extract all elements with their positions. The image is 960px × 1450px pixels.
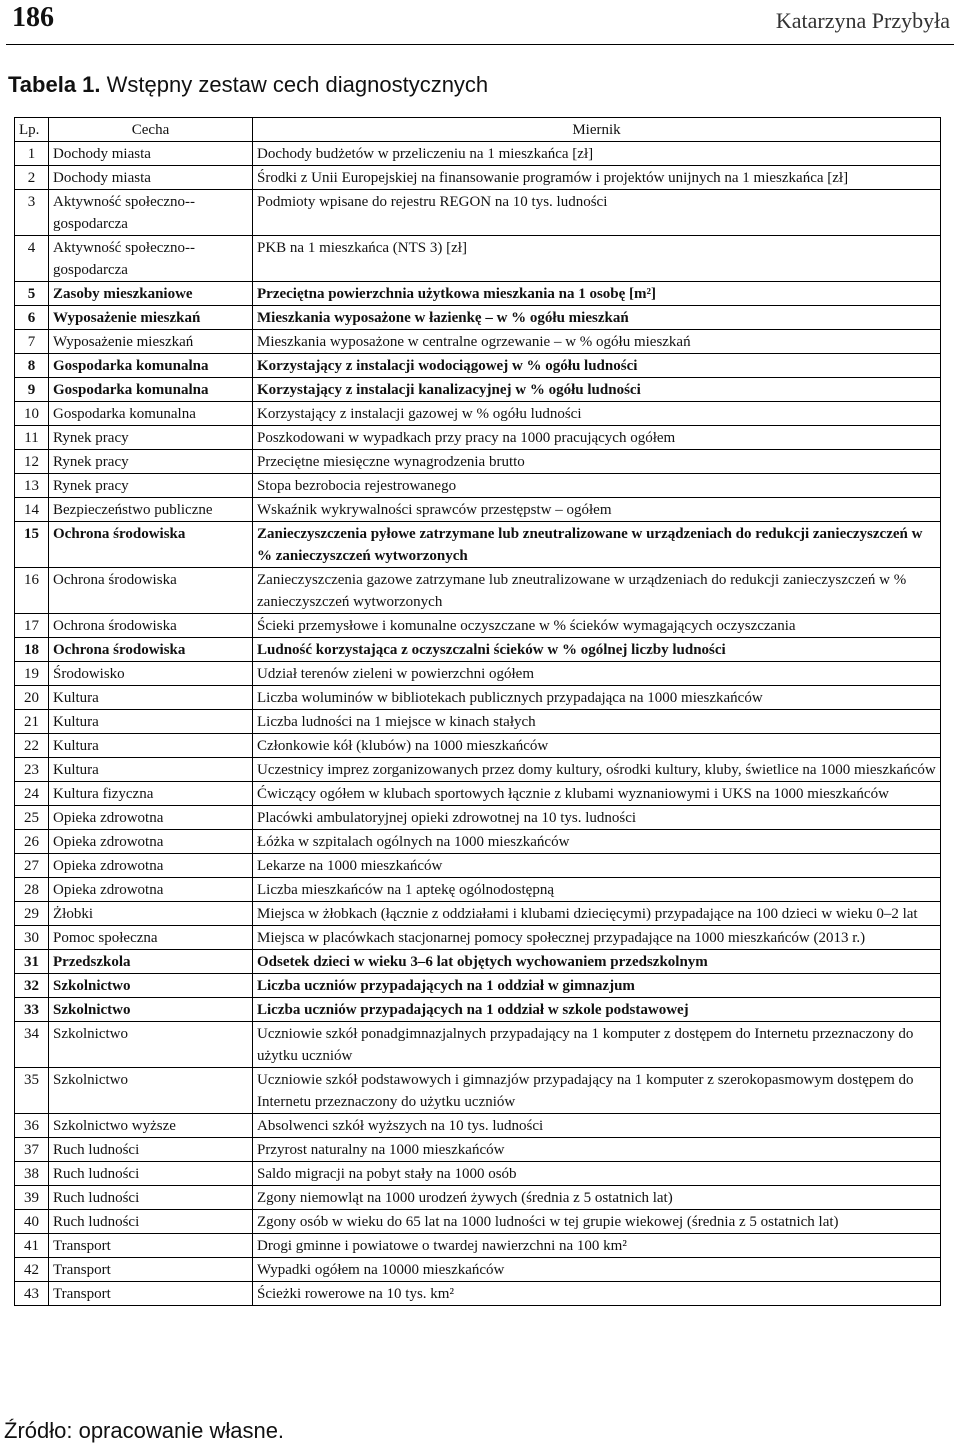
table-header-row — [15, 118, 941, 142]
table-row — [15, 614, 941, 638]
cell-lp: 14 — [15, 498, 49, 522]
cell-miernik: Zanieczyszczenia gazowe zatrzymane lub zneutralizowane w urządzeniach do redukcji zanieczyszczeń w % zanieczyszczeń wytworzonych — [253, 568, 941, 614]
cell-miernik: Ścieki przemysłowe i komunalne oczyszczane w % ścieków wymagających oczyszczania — [253, 614, 941, 638]
table-row — [15, 950, 941, 974]
cell-cecha: Gospodarka komunalna — [49, 378, 253, 402]
cell-lp: 25 — [15, 806, 49, 830]
table-row — [15, 806, 941, 830]
cell-miernik: Lekarze na 1000 mieszkańców — [253, 854, 941, 878]
cell-miernik: Ścieżki rowerowe na 10 tys. km² — [253, 1282, 941, 1306]
cell-cecha: Gospodarka komunalna — [49, 354, 253, 378]
cell-miernik: Wypadki ogółem na 10000 mieszkańców — [253, 1258, 941, 1282]
cell-lp: 29 — [15, 902, 49, 926]
table-row — [15, 758, 941, 782]
cell-lp: 1 — [15, 142, 49, 166]
cell-lp: 11 — [15, 426, 49, 450]
cell-cecha: Opieka zdrowotna — [49, 878, 253, 902]
cell-cecha: Zasoby mieszkaniowe — [49, 282, 253, 306]
cell-cecha: Kultura fizyczna — [49, 782, 253, 806]
table-row — [15, 1068, 941, 1114]
cell-lp: 9 — [15, 378, 49, 402]
cell-miernik: Udział terenów zieleni w powierzchni ogółem — [253, 662, 941, 686]
cell-cecha: Pomoc społeczna — [49, 926, 253, 950]
cell-miernik: Ćwiczący ogółem w klubach sportowych łącznie z klubami wyznaniowymi i UKS na 1000 mieszkańców — [253, 782, 941, 806]
cell-cecha: Szkolnictwo — [49, 1022, 253, 1068]
cell-miernik: Stopa bezrobocia rejestrowanego — [253, 474, 941, 498]
cell-lp: 26 — [15, 830, 49, 854]
cell-cecha: Ruch ludności — [49, 1210, 253, 1234]
cell-cecha: Dochody miasta — [49, 142, 253, 166]
cell-cecha: Transport — [49, 1258, 253, 1282]
cell-cecha: Ochrona środowiska — [49, 522, 253, 568]
table-row — [15, 662, 941, 686]
cell-lp: 19 — [15, 662, 49, 686]
table-row — [15, 974, 941, 998]
cell-cecha: Ruch ludności — [49, 1186, 253, 1210]
table-row — [15, 710, 941, 734]
cell-cecha: Szkolnictwo — [49, 1068, 253, 1114]
table-row — [15, 426, 941, 450]
cell-miernik: PKB na 1 mieszkańca (NTS 3) [zł] — [253, 236, 941, 282]
cell-cecha: Wyposażenie mieszkań — [49, 330, 253, 354]
column-header-miernik: Miernik — [253, 118, 941, 142]
cell-miernik: Zanieczyszczenia pyłowe zatrzymane lub zneutralizowane w urządzeniach do redukcji zanieczyszczeń w % zanieczyszczeń wytworzonych — [253, 522, 941, 568]
cell-lp: 5 — [15, 282, 49, 306]
cell-cecha: Transport — [49, 1282, 253, 1306]
cell-lp: 21 — [15, 710, 49, 734]
table-row — [15, 282, 941, 306]
cell-cecha: Kultura — [49, 758, 253, 782]
cell-miernik: Drogi gminne i powiatowe o twardej nawierzchni na 100 km² — [253, 1234, 941, 1258]
cell-lp: 38 — [15, 1162, 49, 1186]
cell-cecha: Kultura — [49, 710, 253, 734]
table-row — [15, 734, 941, 758]
cell-cecha: Kultura — [49, 734, 253, 758]
cell-miernik: Liczba ludności na 1 miejsce w kinach stałych — [253, 710, 941, 734]
cell-cecha: Szkolnictwo — [49, 974, 253, 998]
page-number: 186 — [12, 2, 54, 33]
table-row — [15, 878, 941, 902]
cell-miernik: Absolwenci szkół wyższych na 10 tys. ludności — [253, 1114, 941, 1138]
table-row — [15, 142, 941, 166]
table-row — [15, 1282, 941, 1306]
cell-miernik: Podmioty wpisane do rejestru REGON na 10 tys. ludności — [253, 190, 941, 236]
table-row — [15, 1162, 941, 1186]
cell-lp: 39 — [15, 1186, 49, 1210]
table-row — [15, 830, 941, 854]
cell-lp: 4 — [15, 236, 49, 282]
cell-lp: 3 — [15, 190, 49, 236]
cell-miernik: Uczniowie szkół ponadgimnazjalnych przypadający na 1 komputer z dostępem do Internetu przeznaczony do użytku uczniów — [253, 1022, 941, 1068]
cell-miernik: Przeciętne miesięczne wynagrodzenia brutto — [253, 450, 941, 474]
cell-miernik: Mieszkania wyposażone w łazienkę – w % ogółu mieszkań — [253, 306, 941, 330]
author-name: Katarzyna Przybyła — [775, 8, 950, 33]
cell-lp: 28 — [15, 878, 49, 902]
cell-lp: 43 — [15, 1282, 49, 1306]
cell-miernik: Wskaźnik wykrywalności sprawców przestępstw – ogółem — [253, 498, 941, 522]
table-label: Tabela 1. — [8, 72, 101, 97]
cell-lp: 32 — [15, 974, 49, 998]
table-title: Wstępny zestaw cech diagnostycznych — [106, 72, 489, 97]
cell-lp: 34 — [15, 1022, 49, 1068]
table-row — [15, 498, 941, 522]
table-body — [15, 142, 941, 1306]
cell-miernik: Ludność korzystająca z oczyszczalni ścieków w % ogólnej liczby ludności — [253, 638, 941, 662]
cell-lp: 12 — [15, 450, 49, 474]
table-row — [15, 1258, 941, 1282]
cell-lp: 40 — [15, 1210, 49, 1234]
cell-lp: 17 — [15, 614, 49, 638]
table-row — [15, 450, 941, 474]
table-row — [15, 638, 941, 662]
cell-miernik: Przyrost naturalny na 1000 mieszkańców — [253, 1138, 941, 1162]
table-row — [15, 926, 941, 950]
cell-miernik: Liczba mieszkańców na 1 aptekę ogólnodostępną — [253, 878, 941, 902]
cell-cecha: Szkolnictwo wyższe — [49, 1114, 253, 1138]
cell-miernik: Dochody budżetów w przeliczeniu na 1 mieszkańca [zł] — [253, 142, 941, 166]
table-row — [15, 902, 941, 926]
cell-miernik: Liczba woluminów w bibliotekach publicznych przypadająca na 1000 mieszkańców — [253, 686, 941, 710]
column-header-lp: Lp. — [15, 118, 49, 142]
table-row — [15, 1210, 941, 1234]
cell-cecha: Ruch ludności — [49, 1138, 253, 1162]
cell-miernik: Członkowie kół (klubów) na 1000 mieszkańców — [253, 734, 941, 758]
cell-lp: 16 — [15, 568, 49, 614]
cell-cecha: Wyposażenie mieszkań — [49, 306, 253, 330]
cell-lp: 7 — [15, 330, 49, 354]
cell-miernik: Odsetek dzieci w wieku 3–6 lat objętych wychowaniem przedszkolnym — [253, 950, 941, 974]
cell-miernik: Miejsca w placówkach stacjonarnej pomocy społecznej przypadające na 1000 mieszkańców (2013 r.) — [253, 926, 941, 950]
table-caption — [8, 72, 488, 98]
cell-cecha: Bezpieczeństwo publiczne — [49, 498, 253, 522]
cell-lp: 36 — [15, 1114, 49, 1138]
cell-miernik: Środki z Unii Europejskiej na finansowanie programów i projektów unijnych na 1 mieszkańca [zł] — [253, 166, 941, 190]
cell-lp: 31 — [15, 950, 49, 974]
cell-lp: 37 — [15, 1138, 49, 1162]
table-row — [15, 998, 941, 1022]
cell-miernik: Miejsca w żłobkach (łącznie z oddziałami i klubami dziecięcymi) przypadające na 100 dzieci w wieku 0–2 lat — [253, 902, 941, 926]
cell-lp: 18 — [15, 638, 49, 662]
cell-cecha: Transport — [49, 1234, 253, 1258]
table-row — [15, 686, 941, 710]
cell-cecha: Ochrona środowiska — [49, 614, 253, 638]
cell-miernik: Zgony niemowląt na 1000 urodzeń żywych (średnia z 5 ostatnich lat) — [253, 1186, 941, 1210]
cell-cecha: Dochody miasta — [49, 166, 253, 190]
cell-lp: 8 — [15, 354, 49, 378]
table-row — [15, 474, 941, 498]
table-row — [15, 1022, 941, 1068]
cell-lp: 2 — [15, 166, 49, 190]
table-row — [15, 236, 941, 282]
table-row — [15, 402, 941, 426]
cell-cecha: Gospodarka komunalna — [49, 402, 253, 426]
cell-cecha: Środowisko — [49, 662, 253, 686]
table-row — [15, 166, 941, 190]
cell-cecha: Ruch ludności — [49, 1162, 253, 1186]
cell-miernik: Przeciętna powierzchnia użytkowa mieszkania na 1 osobę [m²] — [253, 282, 941, 306]
cell-lp: 15 — [15, 522, 49, 568]
cell-lp: 23 — [15, 758, 49, 782]
cell-lp: 35 — [15, 1068, 49, 1114]
cell-lp: 10 — [15, 402, 49, 426]
table-row — [15, 854, 941, 878]
table-row — [15, 522, 941, 568]
cell-cecha: Kultura — [49, 686, 253, 710]
cell-cecha: Opieka zdrowotna — [49, 854, 253, 878]
table-row — [15, 330, 941, 354]
cell-cecha: Ochrona środowiska — [49, 568, 253, 614]
cell-cecha: Szkolnictwo — [49, 998, 253, 1022]
page-header — [6, 0, 954, 45]
cell-lp: 6 — [15, 306, 49, 330]
source-note: Źródło: opracowanie własne. — [4, 1418, 285, 1443]
cell-cecha: Przedszkola — [49, 950, 253, 974]
cell-miernik: Uczniowie szkół podstawowych i gimnazjów przypadający na 1 komputer z szerokopasmowym dostępem do Internetu przeznaczony do użytku uczniów — [253, 1068, 941, 1114]
table-row — [15, 1114, 941, 1138]
cell-miernik: Korzystający z instalacji kanalizacyjnej w % ogółu ludności — [253, 378, 941, 402]
cell-cecha: Żłobki — [49, 902, 253, 926]
cell-lp: 30 — [15, 926, 49, 950]
table-row — [15, 378, 941, 402]
table-row — [15, 568, 941, 614]
cell-cecha: Rynek pracy — [49, 426, 253, 450]
cell-lp: 33 — [15, 998, 49, 1022]
table-row — [15, 306, 941, 330]
cell-miernik: Saldo migracji na pobyt stały na 1000 osób — [253, 1162, 941, 1186]
cell-cecha: Opieka zdrowotna — [49, 830, 253, 854]
cell-miernik: Poszkodowani w wypadkach przy pracy na 1000 pracujących ogółem — [253, 426, 941, 450]
cell-lp: 20 — [15, 686, 49, 710]
cell-miernik: Placówki ambulatoryjnej opieki zdrowotnej na 10 tys. ludności — [253, 806, 941, 830]
cell-miernik: Liczba uczniów przypadających na 1 oddział w szkole podstawowej — [253, 998, 941, 1022]
cell-cecha: Ochrona środowiska — [49, 638, 253, 662]
cell-lp: 24 — [15, 782, 49, 806]
table-row — [15, 1186, 941, 1210]
cell-cecha: Aktywność społeczno--gospodarcza — [49, 190, 253, 236]
cell-miernik: Korzystający z instalacji gazowej w % ogółu ludności — [253, 402, 941, 426]
cell-lp: 27 — [15, 854, 49, 878]
cell-miernik: Liczba uczniów przypadających na 1 oddział w gimnazjum — [253, 974, 941, 998]
cell-lp: 13 — [15, 474, 49, 498]
table-row — [15, 1138, 941, 1162]
cell-lp: 22 — [15, 734, 49, 758]
table-row — [15, 782, 941, 806]
table-row — [15, 1234, 941, 1258]
column-header-cecha: Cecha — [49, 118, 253, 142]
cell-miernik: Uczestnicy imprez zorganizowanych przez domy kultury, ośrodki kultury, kluby, świetlice na 1000 mieszkańców — [253, 758, 941, 782]
diagnostic-features-table — [14, 117, 941, 1306]
table-row — [15, 354, 941, 378]
cell-miernik: Korzystający z instalacji wodociągowej w % ogółu ludności — [253, 354, 941, 378]
cell-miernik: Łóżka w szpitalach ogólnych na 1000 mieszkańców — [253, 830, 941, 854]
cell-cecha: Rynek pracy — [49, 474, 253, 498]
cell-lp: 42 — [15, 1258, 49, 1282]
cell-cecha: Rynek pracy — [49, 450, 253, 474]
table-row — [15, 190, 941, 236]
cell-cecha: Aktywność społeczno--gospodarcza — [49, 236, 253, 282]
cell-lp: 41 — [15, 1234, 49, 1258]
cell-cecha: Opieka zdrowotna — [49, 806, 253, 830]
cell-miernik: Mieszkania wyposażone w centralne ogrzewanie – w % ogółu mieszkań — [253, 330, 941, 354]
cell-miernik: Zgony osób w wieku do 65 lat na 1000 ludności w tej grupie wiekowej (średnia z 5 ostatnich lat) — [253, 1210, 941, 1234]
